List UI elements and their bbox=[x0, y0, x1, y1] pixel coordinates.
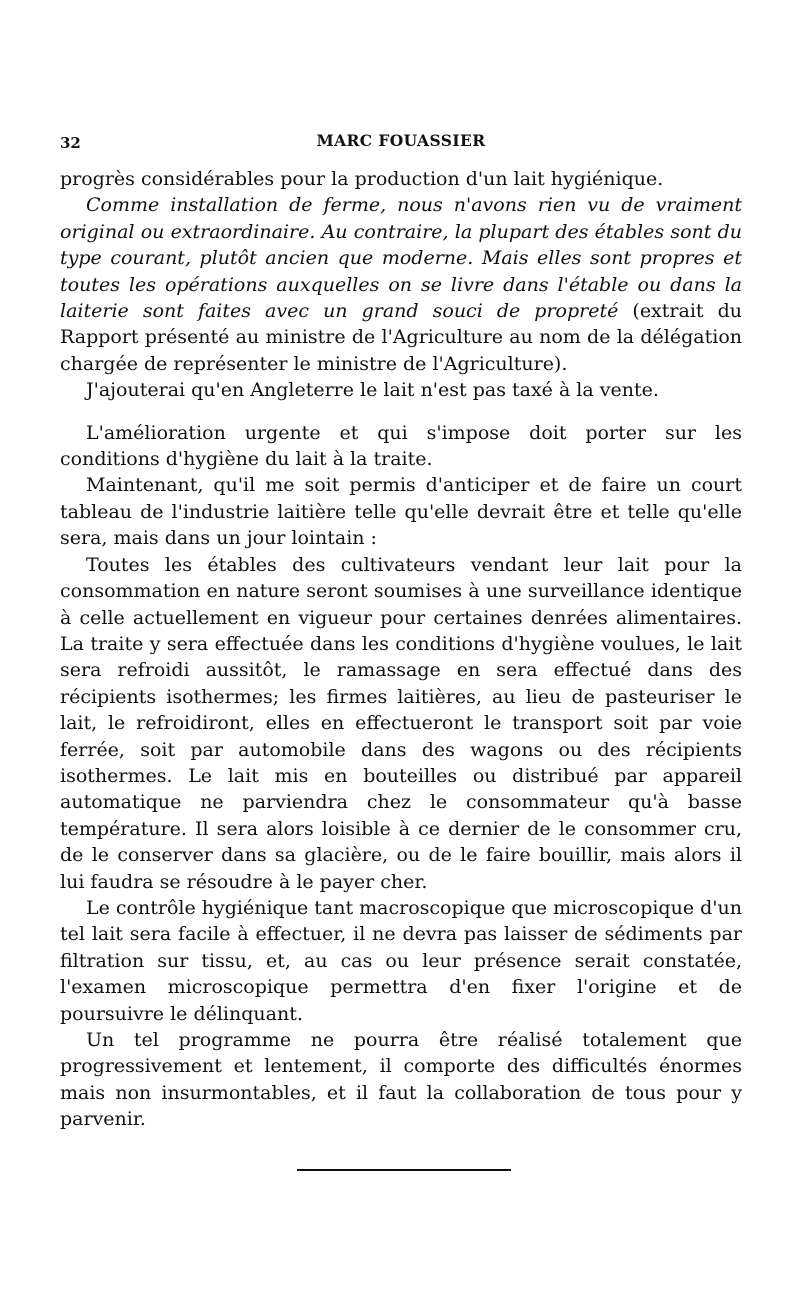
running-title: MARC FOUASSIER bbox=[316, 131, 486, 150]
paragraph-improvement: L'amélioration urgente et qui s'impose doit porter sur les conditions d'hygiène du lait à la traite. bbox=[60, 421, 742, 471]
page-number: 32 bbox=[60, 134, 81, 152]
section-end-rule bbox=[297, 1169, 511, 1171]
quote-source: (extrait du Rapport présenté au ministre de l'Agriculture au nom de la délégation chargée de représenter le ministre de l'Agriculture). bbox=[60, 300, 742, 375]
paragraph-programme: Un tel programme ne pourra être réalisé totalement que progressivement et lentement, il comporte des difficultés énormes mais non insurmontables, et il faut la collaboration de tous pour y parvenir. bbox=[60, 1029, 742, 1131]
book-page bbox=[60, 124, 742, 1133]
paragraph-future-stables: Toutes les étables des cultivateurs vendant leur lait pour la consommation en nature seront soumises à une surveillance identique à celle actuellement en vigueur pour certaines denrées alimentaires. La traite y sera effectuée dans les conditions d'hygiène voulues, le lait sera refroidi aussitôt, le ramassage en sera effectué dans des récipients isothermes; les firmes laitières, au lieu de pasteuriser le lait, le refroidiront, elles en effectueront le transport soit par voie ferrée, soit par automobile dans des wagons ou des récipients isothermes. Le lait mis en bouteilles ou distribué par appareil automatique ne parviendra chez le consommateur qu'à basse température. Il sera alors loisible à ce dernier de le consommer cru, de le conserver dans sa glacière, ou de le faire bouillir, mais alors il lui faudra se résoudre à le payer cher. bbox=[60, 553, 742, 893]
paragraph-continuation: progrès considérables pour la production d'un lait hygiénique. bbox=[60, 168, 664, 190]
italic-quote: Comme installation de ferme, nous n'avons rien vu de vraiment original ou extraordinaire. Au contraire, la plupart des étables sont du type courant, plutôt ancien que moderne. Mais elles sont propres et toutes les opérations auxquelles on se livre dans l'étable ou dans la laiterie sont faites avec un grand souci de propreté bbox=[60, 194, 742, 323]
paragraph-hygiene-control: Le contrôle hygiénique tant macroscopique que microscopique d'un tel lait sera facile à effectuer, il ne devra pas laisser de sédiments par filtration sur tissu, et, au cas ou leur présence serait constatée, l'examen microscopique permettra d'en fixer l'origine et de poursuivre le délinquant. bbox=[60, 896, 742, 1025]
paragraph-report-quote bbox=[60, 192, 742, 377]
paragraph-anticipation: Maintenant, qu'il me soit permis d'anticiper et de faire un court tableau de l'industrie laitière telle qu'elle devrait être et telle qu'elle sera, mais dans un jour lointain : bbox=[60, 474, 742, 550]
paragraph-england: J'ajouterai qu'en Angleterre le lait n'est pas taxé à la vente. bbox=[86, 379, 659, 402]
running-head bbox=[60, 124, 742, 156]
